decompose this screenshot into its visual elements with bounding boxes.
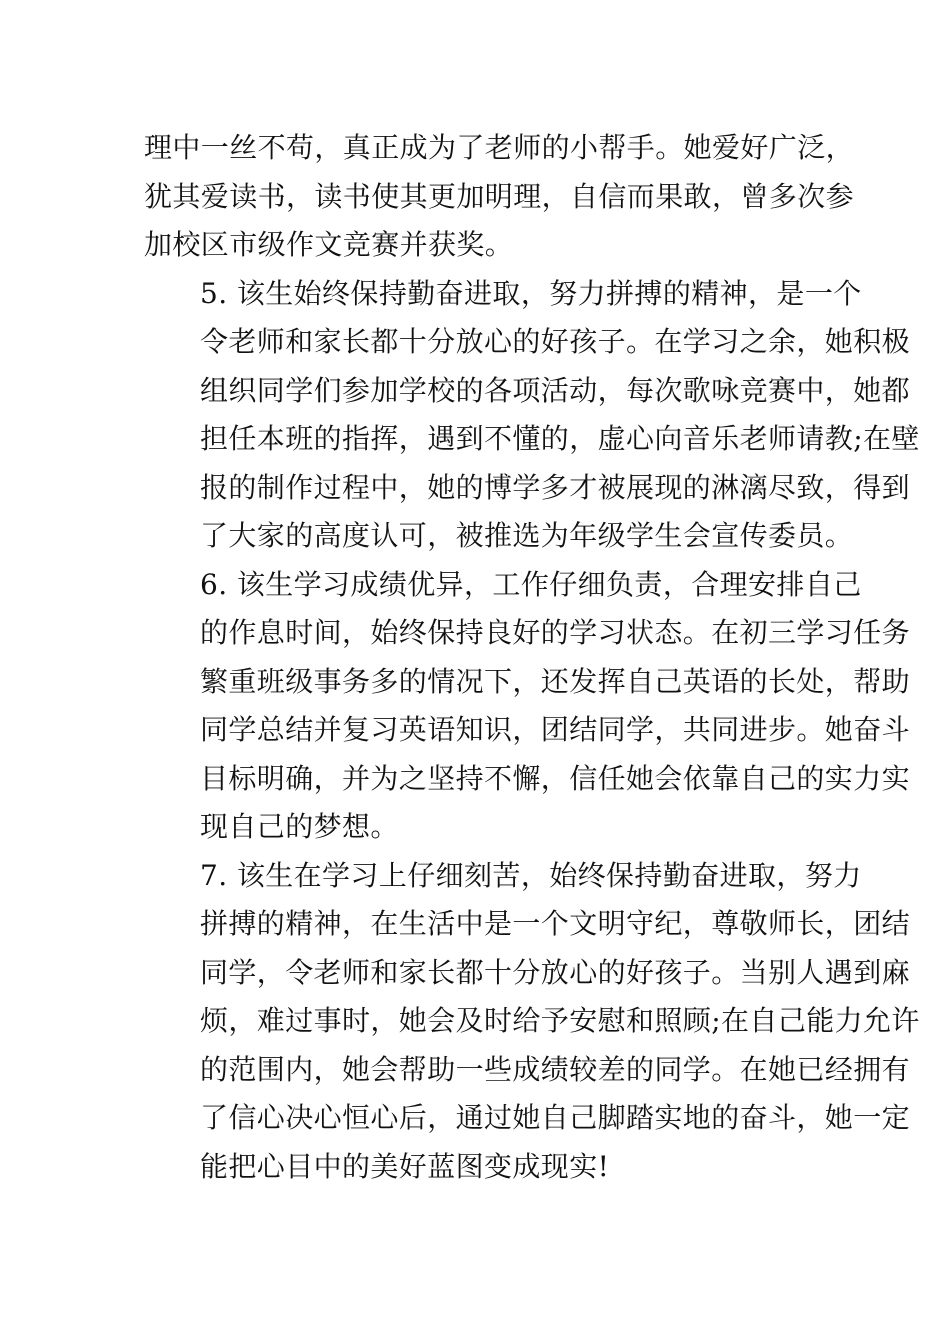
paragraph-item-7	[144, 852, 920, 1192]
text-line: 能把心目中的美好蓝图变成现实!	[200, 1149, 610, 1183]
text-line: 令老师和家长都十分放心的好孩子。在学习之余，她积极	[200, 325, 911, 358]
document-body	[144, 124, 920, 1191]
text-line: 现自己的梦想。	[200, 810, 399, 843]
text-line: 同学，令老师和家长都十分放心的好孩子。当别人遇到麻	[200, 955, 911, 989]
text-line: 烦，难过事时，她会及时给予安慰和照顾;在自己能力允许	[200, 1004, 920, 1037]
text-line: 了大家的高度认可，被推选为年级学生会宣传委员。	[200, 519, 854, 552]
text-line: 组织同学们参加学校的各项活动，每次歌咏竞赛中，她都	[200, 373, 911, 407]
text-line: 报的制作过程中，她的博学多才被展现的淋漓尽致，得到	[200, 470, 911, 504]
text-line: 繁重班级事务多的情况下，还发挥自己英语的长处，帮助	[200, 664, 911, 698]
text-line: 加校区市级作文竞赛并获奖。	[144, 228, 514, 261]
text-line: 了信心决心恒心后，通过她自己脚踏实地的奋斗，她一定	[200, 1101, 911, 1134]
text-line: 5. 该生始终保持勤奋进取，努力拼搏的精神，是一个	[200, 276, 862, 310]
paragraph-item-5	[144, 270, 920, 561]
paragraph-item-6	[144, 561, 911, 852]
text-line: 理中一丝不苟，真正成为了老师的小帮手。她爱好广泛，	[144, 131, 855, 164]
text-line: 犹其爱读书，读书使其更加明理，自信而果敢，曾多次参	[144, 179, 855, 213]
text-line: 目标明确，并为之坚持不懈，信任她会依靠自己的实力实	[200, 761, 911, 795]
text-line: 拼搏的精神，在生活中是一个文明守纪，尊敬师长，团结	[200, 907, 911, 940]
text-line: 的作息时间，始终保持良好的学习状态。在初三学习任务	[200, 616, 911, 649]
text-line: 同学总结并复习英语知识，团结同学，共同进步。她奋斗	[200, 713, 911, 746]
text-line: 7. 该生在学习上仔细刻苦，始终保持勤奋进取，努力	[200, 858, 862, 892]
paragraph-continued	[144, 124, 855, 270]
text-line: 的范围内，她会帮助一些成绩较差的同学。在她已经拥有	[200, 1052, 911, 1086]
text-line: 担任本班的指挥，遇到不懂的，虚心向音乐老师请教;在壁	[200, 422, 920, 455]
text-line: 6. 该生学习成绩优异，工作仔细负责，合理安排自己	[200, 567, 862, 601]
